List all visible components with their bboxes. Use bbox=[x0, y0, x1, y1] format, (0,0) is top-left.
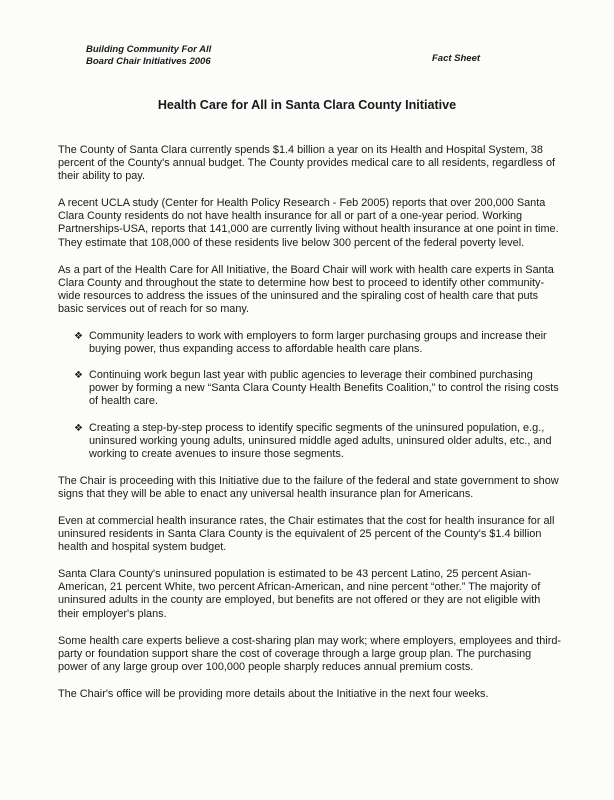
org-header bbox=[86, 44, 211, 68]
paragraph-county-spending: The County of Santa Clara currently spends $1.4 billion a year on its Health and Hospital System, 38 percent of the County's annual budget. The County provides medical care to all residents, regardless of their ability to pay. bbox=[58, 144, 556, 183]
paragraph-initiative-plan: As a part of the Health Care for All Initiative, the Board Chair will work with health care experts in Santa Clara County and throughout the state to determine how best to proceed to identify other community-wide resources to address the issues of the uninsured and the spiraling cost of health care that puts basic services out of reach for so many. bbox=[58, 263, 554, 315]
paragraph-federal-failure: The Chair is proceeding with this Initiative due to the failure of the federal and state government to show signs that they will be able to enact any universal health insurance plan for Americans. bbox=[58, 474, 559, 500]
paragraph-cost-estimate: Even at commercial health insurance rates, the Chair estimates that the cost for health insurance for all uninsured residents in Santa Clara County is the equivalent of 25 percent of the County's $1.4 billion health and hospital system budget. bbox=[58, 514, 555, 554]
list-item bbox=[58, 422, 562, 461]
diamond-bullet-icon: ❖ bbox=[74, 370, 83, 382]
paragraph-demographics: Santa Clara County's uninsured population is estimated to be 43 percent Latino, 25 percent Asian-American, 21 percent White, two percent African-American, and nine percent “other.” The majority of uninsured adults in the county are employed, but benefits are not offered or they are not eligible with their employer's plans. bbox=[58, 568, 541, 620]
bullet-text: Community leaders to work with employers to form larger purchasing groups and increase their buying power, thus expanding access to affordable health care plans. bbox=[89, 330, 547, 356]
diamond-bullet-icon: ❖ bbox=[74, 422, 83, 434]
paragraph-ucla-study: A recent UCLA study (Center for Health Policy Research - Feb 2005) reports that over 200,000 Santa Clara County residents do not have health insurance for all or part of a one-year period. Working Partnerships-USA, reports that 141,000 are currently living without health insurance at one point in time. They estimate that 108,000 of these residents live below 300 percent of the federal poverty level. bbox=[58, 197, 559, 249]
org-line-1: Building Community For All bbox=[86, 44, 212, 55]
document-body bbox=[58, 144, 562, 715]
bullet-text: Creating a step-by-step process to identify specific segments of the uninsured population, e.g., uninsured working young adults, uninsured middle aged adults, uninsured older adults, etc., and working to create avenues to insure those segments. bbox=[89, 421, 552, 460]
paragraph-cost-sharing: Some health care experts believe a cost-sharing plan may work; where employers, employees and third-party or foundation support share the cost of coverage through a large group plan. The purchasing power of any large group over 100,000 people sharply reduces annual premium costs. bbox=[58, 634, 562, 673]
list-item bbox=[58, 330, 562, 356]
bullet-text: Continuing work begun last year with public agencies to leverage their combined purchasing power by forming a new “Santa Clara County Health Benefits Coalition,” to control the rising costs of health care. bbox=[89, 369, 559, 408]
paragraph-next-steps: The Chair's office will be providing more details about the Initiative in the next four weeks. bbox=[58, 687, 489, 700]
org-line-2: Board Chair Initiatives 2006 bbox=[86, 56, 211, 67]
initiative-bullet-list bbox=[58, 330, 562, 461]
diamond-bullet-icon: ❖ bbox=[74, 331, 83, 343]
document-title: Health Care for All in Santa Clara County Initiative bbox=[157, 98, 457, 112]
doc-type-label: Fact Sheet bbox=[432, 53, 481, 64]
list-item bbox=[58, 369, 562, 408]
